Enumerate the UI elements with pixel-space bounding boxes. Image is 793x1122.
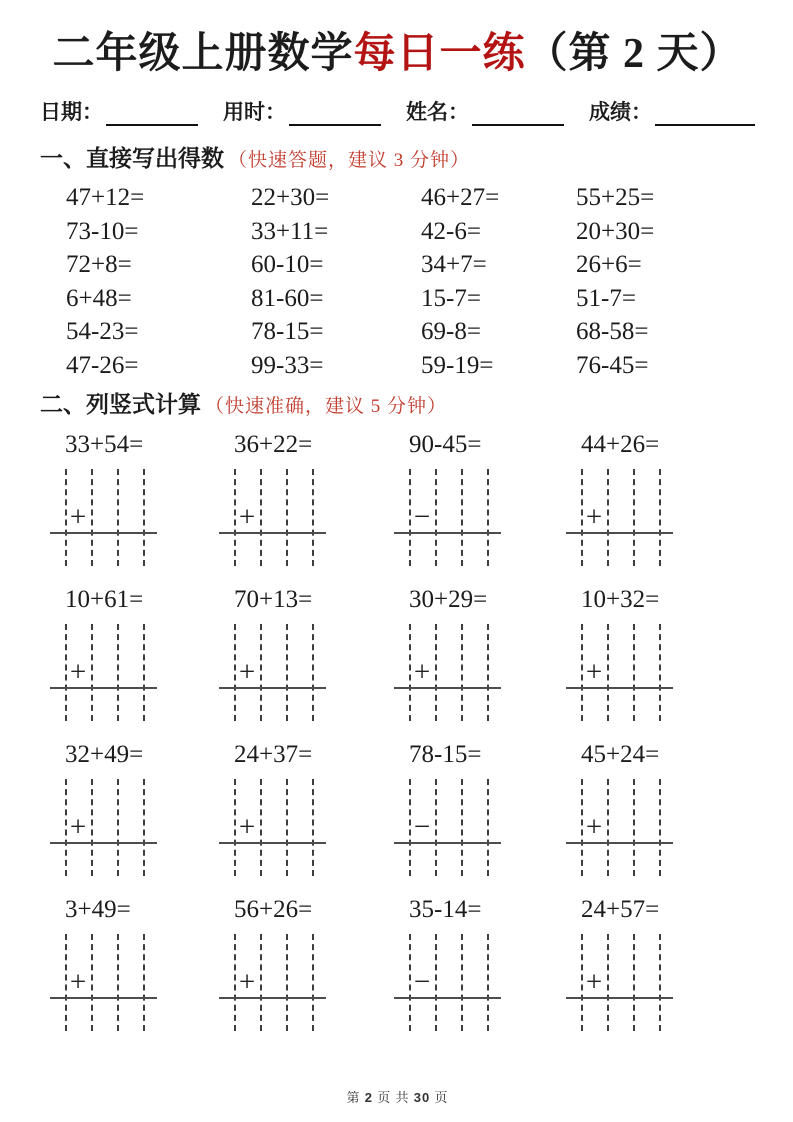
grid-dashed-line bbox=[487, 934, 489, 1031]
math-problem-label: 36+22= bbox=[234, 431, 313, 458]
vertical-calc-row bbox=[40, 429, 755, 566]
grid-dashed-line bbox=[143, 779, 145, 876]
math-problem: 20+30= bbox=[576, 217, 655, 245]
grid-dashed-line bbox=[312, 624, 314, 721]
vertical-calc-block bbox=[50, 894, 219, 1031]
operator-sign: + bbox=[69, 656, 87, 688]
math-problem-label: 70+13= bbox=[234, 586, 313, 613]
info-fields-row bbox=[40, 96, 755, 126]
operator-sign: + bbox=[69, 966, 87, 998]
math-problem-label: 44+26= bbox=[581, 431, 660, 458]
place-value-grid bbox=[394, 469, 501, 566]
grid-dashed-line bbox=[286, 779, 288, 876]
grid-dashed-line bbox=[286, 934, 288, 1031]
grid-dashed-line bbox=[312, 469, 314, 566]
score-field bbox=[589, 96, 755, 126]
operator-sign: + bbox=[238, 811, 256, 843]
grid-dashed-line bbox=[633, 624, 635, 721]
grid-answer-line bbox=[219, 532, 326, 534]
place-value-grid bbox=[566, 779, 673, 876]
vertical-calc-block bbox=[219, 584, 394, 721]
grid-dashed-line bbox=[487, 779, 489, 876]
grid-answer-line bbox=[50, 997, 157, 999]
place-value-grid bbox=[50, 469, 157, 566]
math-problem: 72+8= bbox=[66, 251, 132, 278]
operator-sign: + bbox=[585, 501, 603, 533]
grid-dashed-line bbox=[461, 934, 463, 1031]
math-problem: 99-33= bbox=[251, 351, 324, 379]
math-problem-label: 56+26= bbox=[234, 896, 313, 923]
vertical-calc-block bbox=[219, 739, 394, 876]
current-page-number: 2 bbox=[364, 1090, 373, 1105]
vertical-calc-block bbox=[394, 739, 566, 876]
place-value-grid bbox=[394, 934, 501, 1031]
score-blank-line bbox=[655, 100, 755, 126]
vertical-calc-block bbox=[394, 429, 566, 566]
math-problem: 22+30= bbox=[251, 184, 330, 211]
math-problem: 46+27= bbox=[421, 184, 500, 211]
math-problem: 60-10= bbox=[251, 251, 324, 278]
grid-dashed-line bbox=[286, 624, 288, 721]
title-part1: 二年级上册数学 bbox=[52, 31, 354, 77]
time-used-field bbox=[223, 96, 381, 126]
vertical-calc-block bbox=[394, 584, 566, 721]
math-problem: 81-60= bbox=[251, 284, 324, 312]
operator-sign: + bbox=[585, 656, 603, 688]
math-problem: 42-6= bbox=[421, 217, 481, 245]
math-problem-label: 90-45= bbox=[409, 431, 482, 458]
name-label: 姓名： bbox=[406, 100, 469, 124]
math-problem-label: 24+57= bbox=[581, 896, 660, 923]
date-label: 日期： bbox=[40, 100, 103, 124]
quick-answers-grid bbox=[40, 181, 755, 382]
operator-sign: − bbox=[413, 811, 431, 843]
operator-sign: + bbox=[69, 501, 87, 533]
grid-answer-line bbox=[566, 997, 673, 999]
footer-suffix: 页 bbox=[430, 1090, 449, 1105]
grid-dashed-line bbox=[461, 469, 463, 566]
name-blank-line bbox=[472, 100, 564, 126]
math-problem: 34+7= bbox=[421, 251, 487, 278]
grid-answer-line bbox=[219, 687, 326, 689]
vertical-calc-block bbox=[394, 894, 566, 1031]
vertical-calc-row bbox=[40, 894, 755, 1031]
title-part2: （第 2 天） bbox=[525, 31, 743, 77]
grid-dashed-line bbox=[461, 779, 463, 876]
total-page-number: 30 bbox=[413, 1090, 431, 1105]
math-problem-label: 30+29= bbox=[409, 586, 488, 613]
grid-dashed-line bbox=[487, 469, 489, 566]
grid-dashed-line bbox=[633, 469, 635, 566]
operator-sign: + bbox=[238, 656, 256, 688]
math-problem: 68-58= bbox=[576, 318, 649, 345]
grid-dashed-line bbox=[659, 624, 661, 721]
place-value-grid bbox=[219, 779, 326, 876]
operator-sign: − bbox=[413, 966, 431, 998]
grid-dashed-line bbox=[633, 934, 635, 1031]
math-problem: 54-23= bbox=[66, 318, 139, 345]
footer-prefix: 第 bbox=[346, 1090, 365, 1105]
vertical-calc-block bbox=[50, 739, 219, 876]
grid-answer-line bbox=[219, 842, 326, 844]
grid-answer-line bbox=[394, 842, 501, 844]
place-value-grid bbox=[394, 624, 501, 721]
grid-dashed-line bbox=[117, 624, 119, 721]
vertical-calc-section bbox=[40, 429, 755, 1049]
operator-sign: + bbox=[585, 966, 603, 998]
section2-title: 二、列竖式计算 bbox=[40, 392, 201, 417]
grid-dashed-line bbox=[659, 779, 661, 876]
place-value-grid bbox=[566, 624, 673, 721]
operator-sign: + bbox=[238, 501, 256, 533]
place-value-grid bbox=[50, 934, 157, 1031]
grid-answer-line bbox=[566, 687, 673, 689]
grid-dashed-line bbox=[659, 469, 661, 566]
math-problem-label: 10+32= bbox=[581, 586, 660, 613]
grid-answer-line bbox=[566, 842, 673, 844]
vertical-calc-block bbox=[50, 429, 219, 566]
grid-answer-line bbox=[394, 997, 501, 999]
grid-dashed-line bbox=[487, 624, 489, 721]
math-problem-label: 32+49= bbox=[65, 741, 144, 768]
place-value-grid bbox=[394, 779, 501, 876]
math-problem-label: 45+24= bbox=[581, 741, 660, 768]
grid-dashed-line bbox=[117, 469, 119, 566]
math-problem-label: 78-15= bbox=[409, 741, 482, 768]
section1-heading bbox=[40, 140, 755, 173]
math-problem: 33+11= bbox=[251, 217, 329, 245]
date-blank-line bbox=[106, 100, 198, 126]
operator-sign: + bbox=[69, 811, 87, 843]
operator-sign: − bbox=[413, 501, 431, 533]
vertical-calc-block bbox=[566, 894, 755, 1031]
math-problem: 69-8= bbox=[421, 318, 481, 345]
time-used-label: 用时： bbox=[223, 100, 286, 124]
vertical-calc-block bbox=[219, 429, 394, 566]
math-problem-label: 3+49= bbox=[65, 896, 131, 923]
vertical-calc-block bbox=[566, 584, 755, 721]
math-problem: 78-15= bbox=[251, 318, 324, 345]
grid-dashed-line bbox=[461, 624, 463, 721]
grid-answer-line bbox=[50, 532, 157, 534]
section2-note: （快速准确，建议 5 分钟） bbox=[205, 396, 448, 417]
grid-dashed-line bbox=[143, 469, 145, 566]
math-problem: 73-10= bbox=[66, 217, 139, 245]
math-problem: 26+6= bbox=[576, 251, 642, 278]
vertical-calc-block bbox=[566, 429, 755, 566]
vertical-calc-block bbox=[219, 894, 394, 1031]
page-title bbox=[40, 28, 755, 80]
grid-dashed-line bbox=[312, 934, 314, 1031]
grid-dashed-line bbox=[286, 469, 288, 566]
vertical-calc-row bbox=[40, 739, 755, 876]
operator-sign: + bbox=[413, 656, 431, 688]
title-highlight: 每日一练 bbox=[353, 31, 526, 77]
math-problem-label: 10+61= bbox=[65, 586, 144, 613]
grid-dashed-line bbox=[117, 779, 119, 876]
grid-answer-line bbox=[566, 532, 673, 534]
grid-dashed-line bbox=[659, 934, 661, 1031]
grid-dashed-line bbox=[117, 934, 119, 1031]
math-problem: 55+25= bbox=[576, 184, 655, 211]
page-number-footer bbox=[40, 1087, 755, 1122]
vertical-calc-row bbox=[40, 584, 755, 721]
math-problem: 47-26= bbox=[66, 351, 139, 379]
grid-dashed-line bbox=[143, 934, 145, 1031]
math-problem-label: 33+54= bbox=[65, 431, 144, 458]
operator-sign: + bbox=[238, 966, 256, 998]
place-value-grid bbox=[50, 624, 157, 721]
grid-answer-line bbox=[50, 687, 157, 689]
vertical-calc-block bbox=[566, 739, 755, 876]
math-problem-label: 24+37= bbox=[234, 741, 313, 768]
date-field bbox=[40, 96, 198, 126]
math-problem: 76-45= bbox=[576, 351, 649, 379]
grid-dashed-line bbox=[633, 779, 635, 876]
section1-title: 一、直接写出得数 bbox=[40, 146, 224, 171]
place-value-grid bbox=[566, 469, 673, 566]
operator-sign: + bbox=[585, 811, 603, 843]
grid-answer-line bbox=[219, 997, 326, 999]
section2-heading bbox=[40, 386, 755, 419]
footer-middle: 页 共 bbox=[373, 1090, 414, 1105]
name-field bbox=[406, 96, 564, 126]
place-value-grid bbox=[219, 624, 326, 721]
grid-answer-line bbox=[394, 687, 501, 689]
time-used-blank-line bbox=[289, 100, 381, 126]
vertical-calc-block bbox=[50, 584, 219, 721]
math-problem: 15-7= bbox=[421, 284, 481, 312]
grid-dashed-line bbox=[143, 624, 145, 721]
math-problem: 51-7= bbox=[576, 284, 636, 312]
place-value-grid bbox=[219, 469, 326, 566]
grid-dashed-line bbox=[312, 779, 314, 876]
math-problem: 6+48= bbox=[66, 284, 132, 312]
math-problem-label: 35-14= bbox=[409, 896, 482, 923]
math-problem: 47+12= bbox=[66, 184, 145, 211]
place-value-grid bbox=[50, 779, 157, 876]
section1-note: （快速答题，建议 3 分钟） bbox=[228, 150, 471, 171]
grid-answer-line bbox=[50, 842, 157, 844]
place-value-grid bbox=[219, 934, 326, 1031]
math-problem: 59-19= bbox=[421, 351, 494, 379]
grid-answer-line bbox=[394, 532, 501, 534]
score-label: 成绩： bbox=[589, 100, 652, 124]
place-value-grid bbox=[566, 934, 673, 1031]
